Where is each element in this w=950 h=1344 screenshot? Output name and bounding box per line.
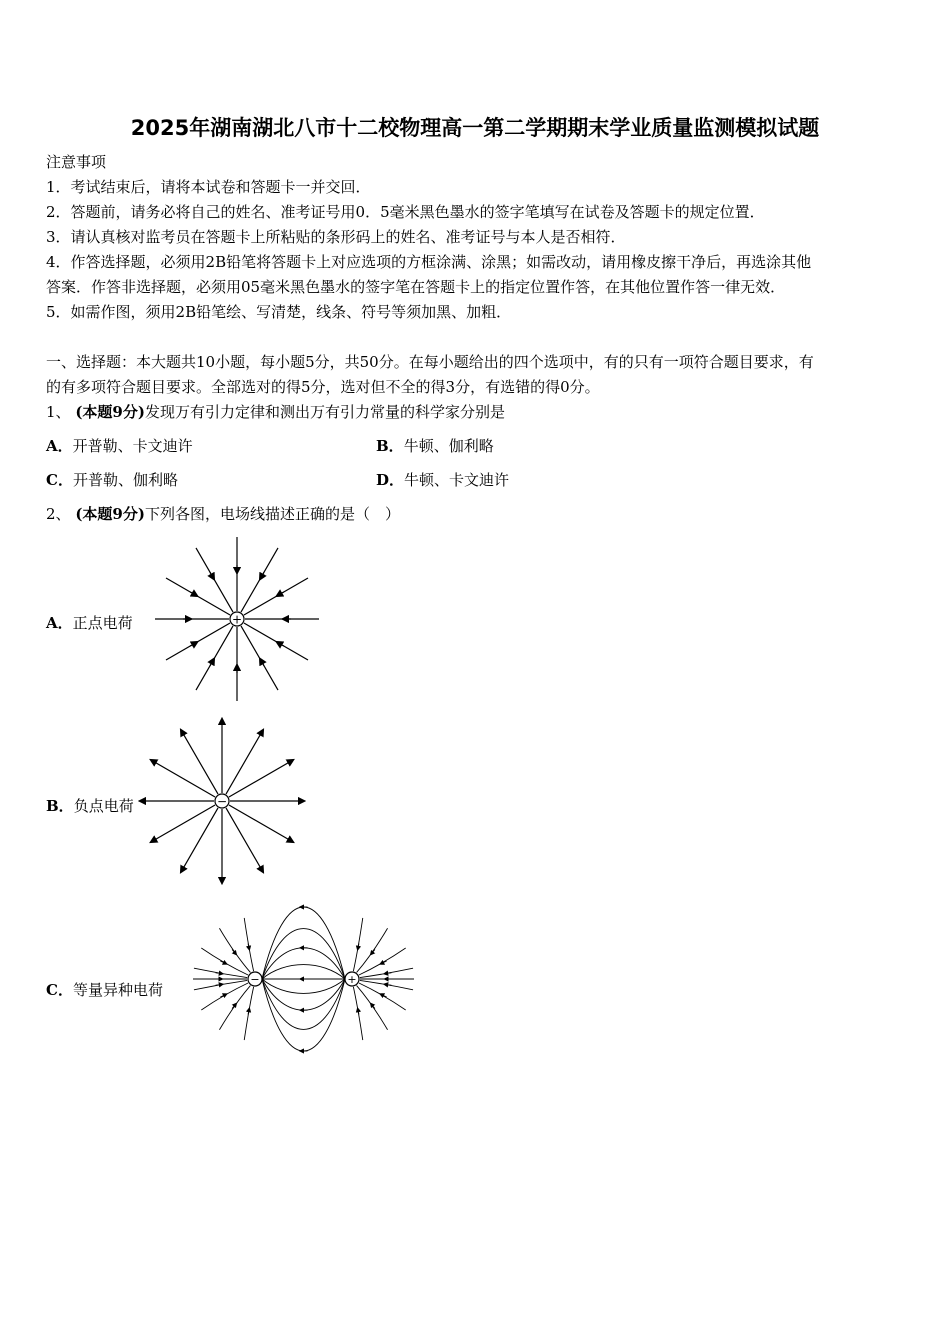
- field-line: [226, 808, 262, 870]
- field-arrow: [216, 984, 222, 985]
- field-arrow: [358, 1010, 359, 1015]
- option-letter: A．: [46, 437, 73, 455]
- field-arrow: [216, 973, 222, 974]
- field-line: [194, 968, 247, 977]
- field-arrow: [261, 572, 264, 577]
- field-arrow: [279, 592, 284, 595]
- field-arrow: [190, 592, 195, 595]
- field-line: [229, 805, 291, 841]
- field-line: [262, 979, 345, 993]
- question-2-stem: 下列各图，电场线描述正确的是（ ）: [144, 505, 400, 523]
- field-line: [182, 732, 218, 794]
- q2-option-b[interactable]: [46, 796, 134, 816]
- q1-option-a[interactable]: [46, 436, 193, 456]
- option-text: 开普勒、伽利略: [72, 471, 178, 489]
- option-letter: C．: [46, 981, 73, 999]
- right-charge-sign: +: [347, 973, 357, 986]
- option-letter: B．: [376, 437, 404, 455]
- field-line: [360, 968, 413, 977]
- question-1-stem: 发现万有引力定律和测出万有引力常量的科学家分别是: [144, 403, 505, 421]
- option-text: 负点电荷: [73, 797, 134, 815]
- field-line: [244, 578, 308, 615]
- notice-item-4: 4．作答选择题，必须用2B铅笔将答题卡上对应选项的方框涂满、涂黑；如需改动，请用橡皮擦干净后，再选涂其他: [46, 253, 812, 271]
- charge-sign: −: [216, 794, 228, 809]
- q1-option-b[interactable]: [376, 436, 494, 456]
- field-line: [360, 980, 413, 989]
- q1-option-d[interactable]: [376, 470, 509, 490]
- field-line: [357, 928, 388, 972]
- field-line: [194, 980, 247, 989]
- field-line: [244, 987, 253, 1040]
- field-arrow: [385, 973, 391, 974]
- page-title: 2025年湖南湖北八市十二校物理高一第二学期期末学业质量监测模拟试题: [130, 116, 820, 140]
- notice-heading: 注意事项: [46, 153, 107, 171]
- question-1: [46, 402, 505, 422]
- option-letter: A．: [46, 614, 73, 632]
- field-arrow: [190, 643, 195, 646]
- option-letter: B．: [46, 797, 74, 815]
- notice-item-5: 5．如需作图，须用2B铅笔绘、写清楚，线条、符号等须加黑、加粗．: [46, 303, 512, 321]
- field-arrow: [358, 944, 359, 949]
- notice-item-3: 3．请认真核对监考员在答题卡上所粘贴的条形码上的姓名、准考证号与本人是否相符．: [46, 228, 626, 246]
- field-line: [196, 626, 233, 690]
- field-line: [262, 929, 345, 979]
- field-arrow: [210, 661, 213, 666]
- notice-item-2: 2．答题前，请务必将自己的姓名、准考证号用0．5毫米黑色墨水的签字笔填写在试卷及答题卡的规定位置．: [46, 203, 765, 221]
- option-text: 开普勒、卡文迪许: [72, 437, 193, 455]
- question-2: [46, 504, 400, 524]
- negative-charge-field-figure: [144, 720, 304, 880]
- dipole-field-figure: [185, 910, 425, 1050]
- field-line: [244, 918, 253, 971]
- charge-sign: +: [231, 612, 243, 627]
- option-text: 等量异种电荷: [72, 981, 163, 999]
- section-instructions-line-1: 一、选择题：本大题共10小题，每小题5分，共50分。在每小题给出的四个选项中，有的只有一项符合题目要求，有: [46, 353, 814, 371]
- field-arrow: [248, 1010, 249, 1015]
- field-line: [262, 965, 345, 979]
- positive-charge-field-figure: [153, 535, 323, 705]
- field-line: [244, 623, 308, 660]
- field-line: [219, 928, 250, 972]
- field-line: [357, 986, 388, 1030]
- field-line: [182, 808, 218, 870]
- option-letter: C．: [46, 471, 73, 489]
- option-letter: D．: [376, 471, 405, 489]
- field-arrow: [210, 572, 213, 577]
- notice-item-4-cont: 答案．作答非选择题，必须用05毫米黑色墨水的签字笔在答题卡上的指定位置作答，在其他位置作答一律无效．: [46, 278, 786, 296]
- field-line: [262, 979, 345, 1010]
- option-text: 牛顿、卡文迪许: [404, 471, 510, 489]
- field-line: [196, 548, 233, 612]
- field-line: [353, 987, 362, 1040]
- field-line: [229, 761, 291, 797]
- field-line: [262, 979, 345, 1029]
- notice-item-1: 1．考试结束后，请将本试卷和答题卡一并交回．: [46, 178, 371, 196]
- field-line: [241, 626, 278, 690]
- field-line: [262, 979, 345, 1051]
- field-arrow: [261, 661, 264, 666]
- question-1-score: (本题9分): [75, 403, 145, 421]
- left-charge-sign: −: [250, 973, 260, 986]
- field-arrow: [248, 944, 249, 949]
- q1-option-c[interactable]: [46, 470, 178, 490]
- field-line: [226, 732, 262, 794]
- field-line: [241, 548, 278, 612]
- q2-option-a[interactable]: [46, 613, 133, 633]
- field-arrow: [279, 643, 284, 646]
- field-line: [219, 986, 250, 1030]
- field-line: [262, 948, 345, 979]
- section-instructions-line-2: 的有多项符合题目要求。全部选对的得5分，选对但不全的得3分，有选错的得0分。: [46, 378, 600, 396]
- field-line: [353, 918, 362, 971]
- field-line: [262, 907, 345, 979]
- field-line: [166, 623, 230, 660]
- option-text: 牛顿、伽利略: [403, 437, 494, 455]
- field-arrow: [385, 984, 391, 985]
- field-line: [153, 805, 215, 841]
- field-line: [153, 761, 215, 797]
- question-2-number: 2、: [46, 505, 71, 523]
- option-text: 正点电荷: [72, 614, 133, 632]
- question-2-score: (本题9分): [75, 505, 145, 523]
- question-1-number: 1、: [46, 403, 71, 421]
- field-line: [166, 578, 230, 615]
- q2-option-c[interactable]: [46, 980, 163, 1000]
